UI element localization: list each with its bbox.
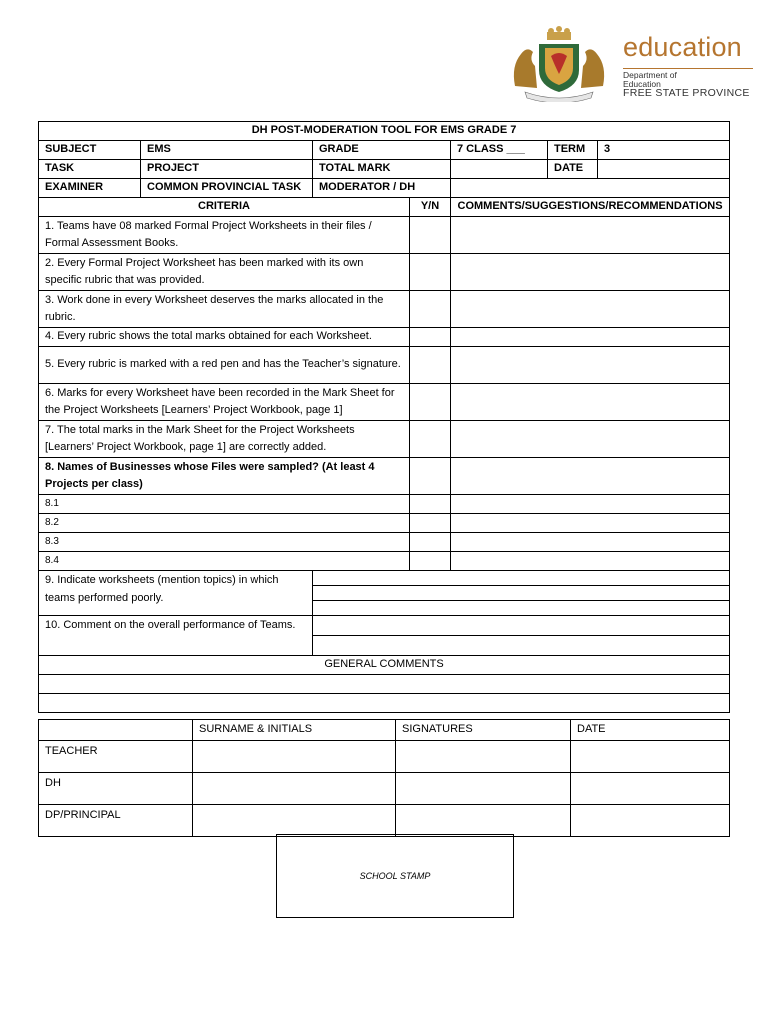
logo-department	[623, 71, 677, 88]
q9-answer-line[interactable]	[313, 601, 730, 616]
question-10: 10. Comment on the overall performance of Teams.	[39, 616, 313, 656]
principal-label: DP/PRINCIPAL	[39, 805, 193, 837]
examiner-value: COMMON PROVINCIAL TASK	[141, 179, 313, 198]
criterion-4: 4. Every rubric shows the total marks obtained for each Worksheet.	[39, 328, 410, 347]
yn-cell[interactable]	[410, 384, 451, 421]
comment-cell[interactable]	[451, 384, 730, 421]
moderator-label: MODERATOR / DH	[313, 179, 451, 198]
teacher-date-field[interactable]	[571, 741, 730, 773]
logo-province: FREE STATE PROVINCE	[623, 87, 750, 99]
general-comments-line[interactable]	[39, 694, 730, 713]
school-stamp-label: SCHOOL STAMP	[359, 871, 431, 881]
signoff-corner	[39, 720, 193, 741]
comment-cell[interactable]	[451, 254, 730, 291]
criteria-header: CRITERIA	[39, 198, 410, 217]
logo-rule	[623, 68, 753, 69]
comment-cell[interactable]	[451, 533, 730, 552]
department-logo	[507, 26, 759, 102]
criterion-5: 5. Every rubric is marked with a red pen and has the Teacher’s signature.	[39, 347, 410, 384]
moderator-field[interactable]	[451, 179, 730, 198]
comment-cell[interactable]	[451, 458, 730, 495]
yn-cell[interactable]	[410, 217, 451, 254]
criterion-6: 6. Marks for every Worksheet have been recorded in the Mark Sheet for the Project Worksheets [Learners’ Project Workbook, page 1]	[39, 384, 410, 421]
yn-cell[interactable]	[410, 291, 451, 328]
form-title: DH POST-MODERATION TOOL FOR EMS GRADE 7	[39, 122, 730, 141]
examiner-label: EXAMINER	[39, 179, 141, 198]
sub-item-8-3: 8.3	[39, 533, 410, 552]
dh-label: DH	[39, 773, 193, 805]
date-header: DATE	[571, 720, 730, 741]
teacher-label: TEACHER	[39, 741, 193, 773]
comment-cell[interactable]	[451, 514, 730, 533]
sub-item-8-4: 8.4	[39, 552, 410, 571]
grade-label: GRADE	[313, 141, 451, 160]
logo-dept-line1: Department of	[623, 70, 677, 80]
task-value: PROJECT	[141, 160, 313, 179]
task-label: TASK	[39, 160, 141, 179]
yn-cell[interactable]	[410, 552, 451, 571]
logo-dept-line2: Education	[623, 78, 661, 89]
term-label: TERM	[548, 141, 598, 160]
q9-answer-line[interactable]	[313, 571, 730, 586]
comments-header: COMMENTS/SUGGESTIONS/RECOMMENDATIONS	[451, 198, 730, 217]
dh-date-field[interactable]	[571, 773, 730, 805]
yn-cell[interactable]	[410, 254, 451, 291]
signoff-table	[38, 719, 730, 837]
yn-cell[interactable]	[410, 514, 451, 533]
signatures-header: SIGNATURES	[396, 720, 571, 741]
comment-cell[interactable]	[451, 552, 730, 571]
general-comments-line[interactable]	[39, 675, 730, 694]
yn-cell[interactable]	[410, 458, 451, 495]
school-stamp-box	[276, 834, 514, 918]
comment-cell[interactable]	[451, 291, 730, 328]
criterion-1: 1. Teams have 08 marked Formal Project Worksheets in their files / Formal Assessment Books.	[39, 217, 410, 254]
grade-class-value[interactable]: 7 CLASS ___	[451, 141, 548, 160]
yn-cell[interactable]	[410, 328, 451, 347]
teacher-signature-field[interactable]	[396, 741, 571, 773]
comment-cell[interactable]	[451, 347, 730, 384]
comment-cell[interactable]	[451, 217, 730, 254]
dh-signature-field[interactable]	[396, 773, 571, 805]
criterion-3: 3. Work done in every Worksheet deserves the marks allocated in the rubric.	[39, 291, 410, 328]
yn-cell[interactable]	[410, 347, 451, 384]
criterion-8: 8. Names of Businesses whose Files were sampled? (At least 4 Projects per class)	[39, 458, 410, 495]
comment-cell[interactable]	[451, 421, 730, 458]
sub-item-8-2: 8.2	[39, 514, 410, 533]
principal-surname-field[interactable]	[193, 805, 396, 837]
sub-item-8-1: 8.1	[39, 495, 410, 514]
surname-header: SURNAME & INITIALS	[193, 720, 396, 741]
coat-of-arms-icon	[507, 26, 611, 102]
criterion-2: 2. Every Formal Project Worksheet has been marked with its own specific rubric that was provided.	[39, 254, 410, 291]
date-label: DATE	[548, 160, 598, 179]
question-9: 9. Indicate worksheets (mention topics) in which teams performed poorly.	[39, 571, 313, 616]
dh-surname-field[interactable]	[193, 773, 396, 805]
principal-date-field[interactable]	[571, 805, 730, 837]
yn-header: Y/N	[410, 198, 451, 217]
q10-answer-line[interactable]	[313, 616, 730, 636]
total-mark-label: TOTAL MARK	[313, 160, 451, 179]
logo-title: education	[623, 32, 742, 62]
yn-cell[interactable]	[410, 495, 451, 514]
principal-signature-field[interactable]	[396, 805, 571, 837]
yn-cell[interactable]	[410, 533, 451, 552]
comment-cell[interactable]	[451, 495, 730, 514]
criterion-7: 7. The total marks in the Mark Sheet for the Project Worksheets [Learners’ Project Workbook, page 1] are correctly added.	[39, 421, 410, 458]
date-field[interactable]	[598, 160, 730, 179]
yn-cell[interactable]	[410, 421, 451, 458]
general-comments-header: GENERAL COMMENTS	[39, 656, 730, 675]
term-value[interactable]: 3	[598, 141, 730, 160]
subject-value: EMS	[141, 141, 313, 160]
q10-answer-line[interactable]	[313, 636, 730, 656]
total-mark-field[interactable]	[451, 160, 548, 179]
moderation-form	[38, 121, 730, 713]
q9-answer-line[interactable]	[313, 586, 730, 601]
teacher-surname-field[interactable]	[193, 741, 396, 773]
subject-label: SUBJECT	[39, 141, 141, 160]
comment-cell[interactable]	[451, 328, 730, 347]
